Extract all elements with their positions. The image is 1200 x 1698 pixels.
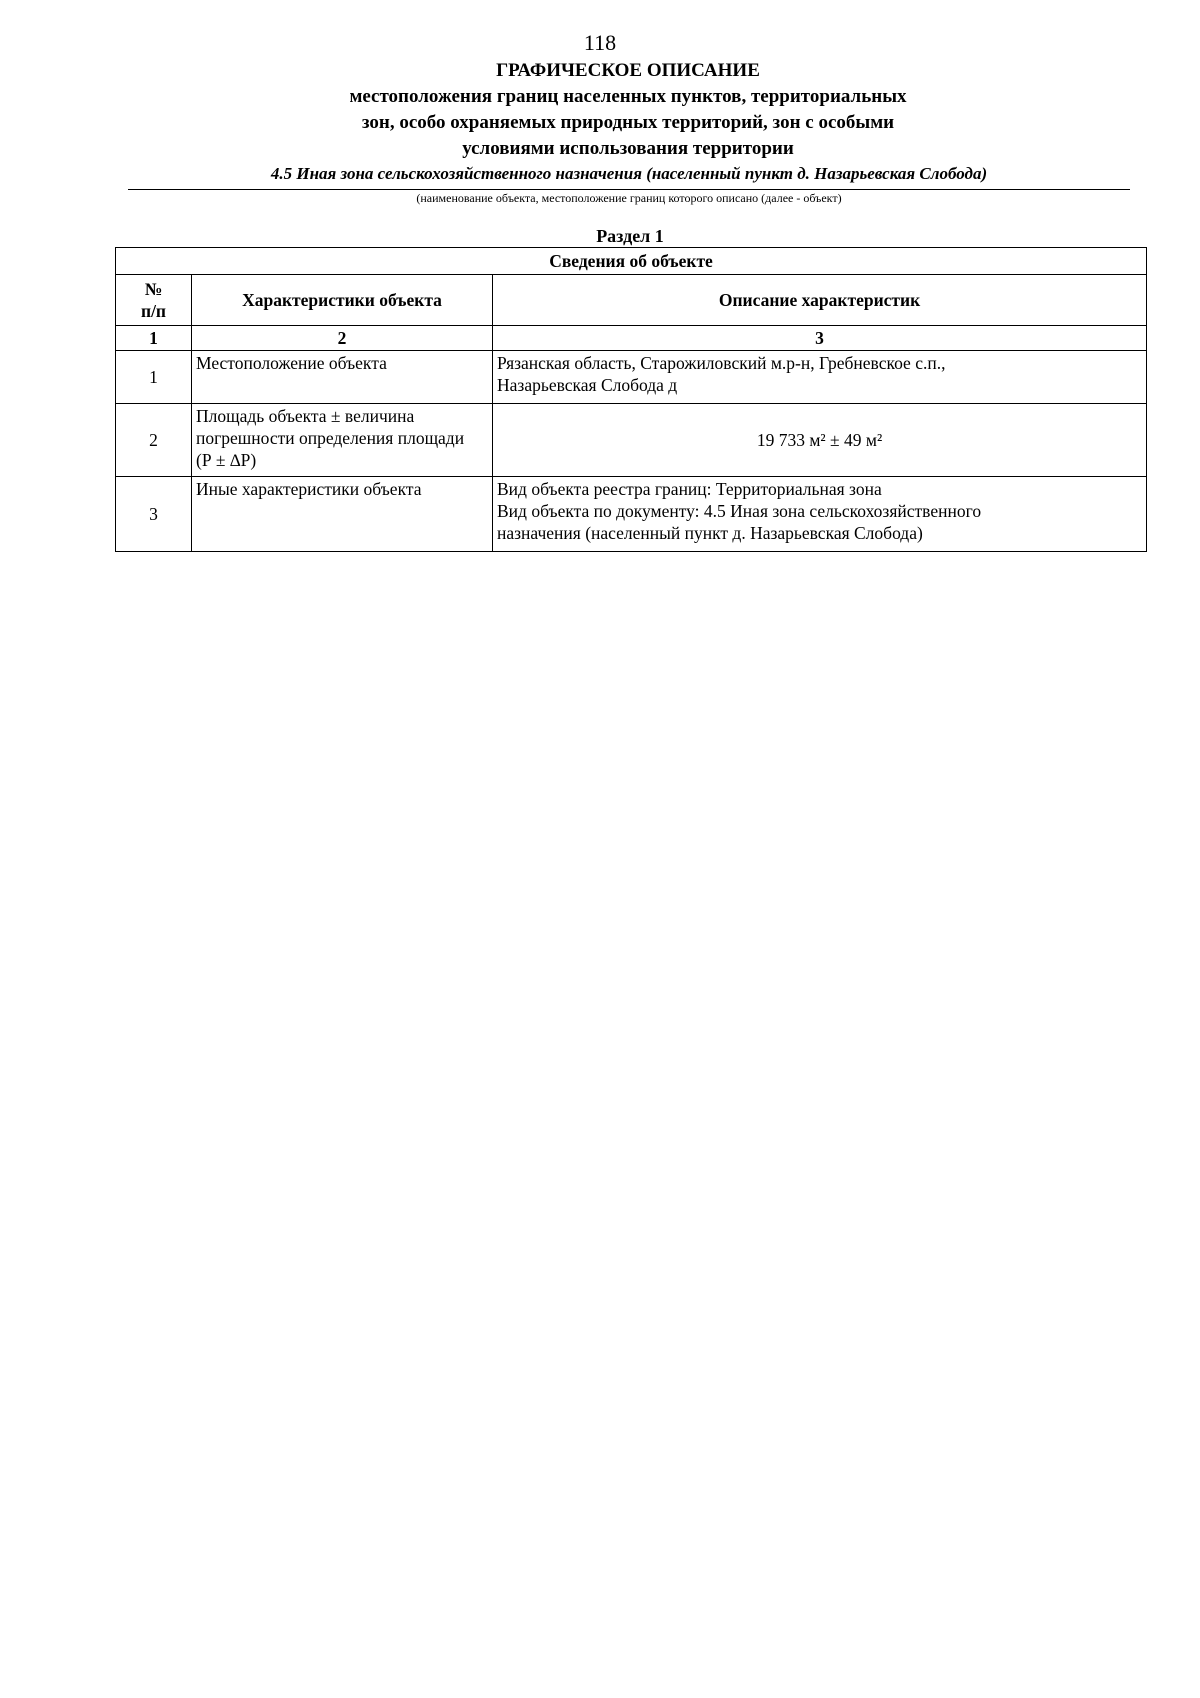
header-num-abbr: п/п: [140, 301, 167, 321]
heading-line: местоположения границ населенных пунктов, территориальных: [349, 86, 907, 107]
table-header-row: [116, 275, 1147, 326]
description-line: Вид объекта по документу: 4.5 Иная зона сельскохозяйственного: [497, 501, 982, 521]
column-number: 2: [192, 326, 493, 351]
page-number: 118: [583, 30, 617, 55]
description-line: Назарьевская Слобода д: [497, 375, 678, 395]
description-line: назначения (населенный пункт д. Назарьевская Слобода): [497, 523, 923, 543]
table-title-row: [116, 248, 1147, 275]
row-characteristic: Иные характеристики объекта: [192, 477, 493, 552]
row-description: [493, 351, 1147, 404]
object-name-underline: [128, 189, 1130, 190]
table-row: [116, 477, 1147, 552]
row-characteristic: Местоположение объекта: [192, 351, 493, 404]
row-number: 3: [116, 477, 192, 552]
header-num-symbol: №: [144, 279, 163, 299]
heading-line: условиями использования территории: [462, 138, 794, 159]
description-line: Вид объекта реестра границ: Территориальная зона: [497, 479, 882, 499]
heading-title: ГРАФИЧЕСКОЕ ОПИСАНИЕ: [496, 60, 760, 81]
column-number: 1: [116, 326, 192, 351]
characteristic-line: погрешности определения площади: [196, 428, 465, 448]
document-heading: [128, 58, 1128, 162]
object-name: 4.5 Иная зона сельскохозяйственного назначения (населенный пункт д. Назарьевская Слобода): [270, 164, 988, 183]
object-caption: (наименование объекта, местоположение границ которого описано (далее - объект): [416, 191, 842, 205]
column-number: 3: [493, 326, 1147, 351]
heading-line: зон, особо охраняемых природных территорий, зон с особыми: [361, 112, 895, 133]
characteristic-line: Площадь объекта ± величина: [196, 406, 415, 426]
row-description: [493, 477, 1147, 552]
table-row: [116, 351, 1147, 404]
object-info-table: [115, 247, 1147, 552]
header-characteristics: Характеристики объекта: [192, 275, 493, 326]
description-line: Рязанская область, Старожиловский м.р-н, Гребневское с.п.,: [497, 353, 946, 373]
header-num: [116, 275, 192, 326]
column-numbers-row: [116, 326, 1147, 351]
row-description: 19 733 м² ± 49 м²: [493, 404, 1147, 477]
header-description: Описание характеристик: [493, 275, 1147, 326]
characteristic-line: (Р ± ∆Р): [196, 450, 257, 470]
row-number: 1: [116, 351, 192, 404]
row-characteristic: [192, 404, 493, 477]
section-title: Раздел 1: [596, 226, 664, 246]
table-title: Сведения об объекте: [116, 248, 1147, 275]
table-row: [116, 404, 1147, 477]
row-number: 2: [116, 404, 192, 477]
